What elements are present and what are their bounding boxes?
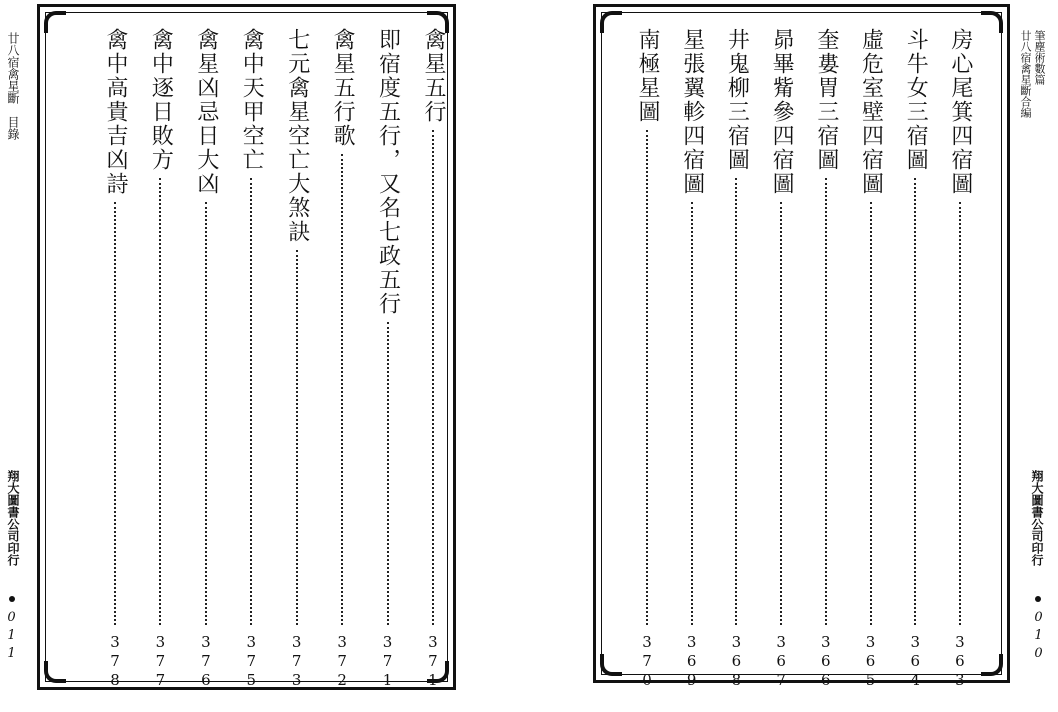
toc-entry-title: 禽星凶忌日大凶 bbox=[193, 28, 219, 196]
toc-page-number: 365 bbox=[861, 633, 880, 690]
toc-page-number: 373 bbox=[287, 633, 306, 690]
toc-entry-title: 昴畢觜參四宿圖 bbox=[769, 28, 795, 196]
toc-entry-title: 斗牛女三宿圖 bbox=[903, 28, 929, 172]
toc-page-number: 366 bbox=[816, 633, 835, 690]
toc-dot-leader bbox=[825, 178, 827, 625]
right-running-head-title: 廿八宿禽星斷合編 bbox=[1019, 30, 1032, 118]
toc-entry-title: 南極星圖 bbox=[635, 28, 660, 124]
toc-entry[interactable] bbox=[765, 28, 797, 690]
toc-entry-title: 虛危室壁四宿圖 bbox=[858, 28, 884, 196]
toc-entry[interactable] bbox=[944, 28, 976, 690]
toc-entry[interactable] bbox=[281, 28, 313, 690]
toc-entry-title: 禽星五行歌 bbox=[330, 28, 356, 148]
toc-dot-leader bbox=[691, 202, 693, 625]
toc-dot-leader bbox=[870, 202, 872, 625]
toc-dot-leader bbox=[387, 322, 389, 625]
toc-entry-title: 禽星五行 bbox=[420, 28, 446, 124]
toc-page-number: 367 bbox=[772, 633, 791, 690]
toc-entry[interactable] bbox=[855, 28, 887, 690]
right-publisher-imprint: 翔大圖書公司印行 bbox=[1030, 470, 1044, 566]
toc-entry[interactable] bbox=[417, 28, 449, 690]
toc-entry[interactable] bbox=[810, 28, 842, 690]
toc-page-number: 368 bbox=[727, 633, 746, 690]
toc-dot-leader bbox=[341, 154, 343, 625]
toc-entry-title: 即宿度五行，又名七政五行 bbox=[375, 28, 401, 316]
left-publisher-imprint: 翔大圖書公司印行 bbox=[6, 470, 20, 566]
toc-page-number: 377 bbox=[151, 633, 170, 690]
toc-entry[interactable] bbox=[235, 28, 267, 690]
right-folio: 010 bbox=[1031, 610, 1046, 664]
toc-entry-title: 房心尾箕四宿圖 bbox=[947, 28, 973, 196]
toc-dot-leader bbox=[205, 202, 207, 625]
toc-dot-leader bbox=[296, 250, 298, 625]
toc-page-number: 372 bbox=[333, 633, 352, 690]
toc-entry-title: 奎婁胃三宿圖 bbox=[813, 28, 839, 172]
toc-entry[interactable] bbox=[676, 28, 708, 690]
toc-page-number: 363 bbox=[950, 633, 969, 690]
right-toc-list bbox=[631, 28, 976, 690]
toc-dot-leader bbox=[250, 178, 252, 625]
toc-entry-title: 禽中高貴吉凶詩 bbox=[103, 28, 128, 196]
toc-entry-title: 禽中天甲空亡 bbox=[239, 28, 265, 172]
toc-page-number: 375 bbox=[242, 633, 261, 690]
toc-page-number: 370 bbox=[638, 633, 656, 690]
right-folio-bullet bbox=[1035, 596, 1041, 602]
toc-dot-leader bbox=[114, 202, 116, 625]
right-running-head-series: 筆塵術數篇 bbox=[1033, 30, 1046, 85]
toc-entry-title: 星張翼軫四宿圖 bbox=[679, 28, 705, 196]
toc-page-number: 371 bbox=[378, 633, 397, 690]
toc-dot-leader bbox=[780, 202, 782, 625]
toc-page-number: 369 bbox=[682, 633, 701, 690]
toc-page-number: 378 bbox=[106, 633, 124, 690]
toc-entry[interactable] bbox=[326, 28, 358, 690]
toc-entry[interactable] bbox=[899, 28, 931, 690]
toc-dot-leader bbox=[432, 130, 434, 625]
toc-entry-title: 七元禽星空亡大煞訣 bbox=[284, 28, 310, 244]
toc-entry[interactable] bbox=[720, 28, 752, 690]
toc-dot-leader bbox=[914, 178, 916, 625]
toc-entry[interactable] bbox=[99, 28, 131, 690]
left-folio-bullet bbox=[9, 596, 15, 602]
toc-entry[interactable] bbox=[190, 28, 222, 690]
toc-page-number: 364 bbox=[906, 633, 925, 690]
left-running-head: 廿八宿禽星斷 目錄 bbox=[6, 32, 20, 140]
toc-dot-leader bbox=[646, 130, 648, 625]
right-page bbox=[529, 0, 1058, 712]
toc-dot-leader bbox=[735, 178, 737, 625]
toc-entry[interactable] bbox=[372, 28, 404, 690]
left-toc-list bbox=[99, 28, 449, 690]
toc-page-number: 376 bbox=[196, 633, 215, 690]
left-folio: 011 bbox=[4, 610, 19, 664]
toc-entry[interactable] bbox=[631, 28, 663, 690]
toc-dot-leader bbox=[959, 202, 961, 625]
toc-entry-title: 禽中逐日敗方 bbox=[148, 28, 174, 172]
toc-dot-leader bbox=[159, 178, 161, 625]
toc-entry-title: 井鬼柳三宿圖 bbox=[724, 28, 750, 172]
toc-entry[interactable] bbox=[144, 28, 176, 690]
toc-page-number: 371 bbox=[423, 633, 442, 690]
